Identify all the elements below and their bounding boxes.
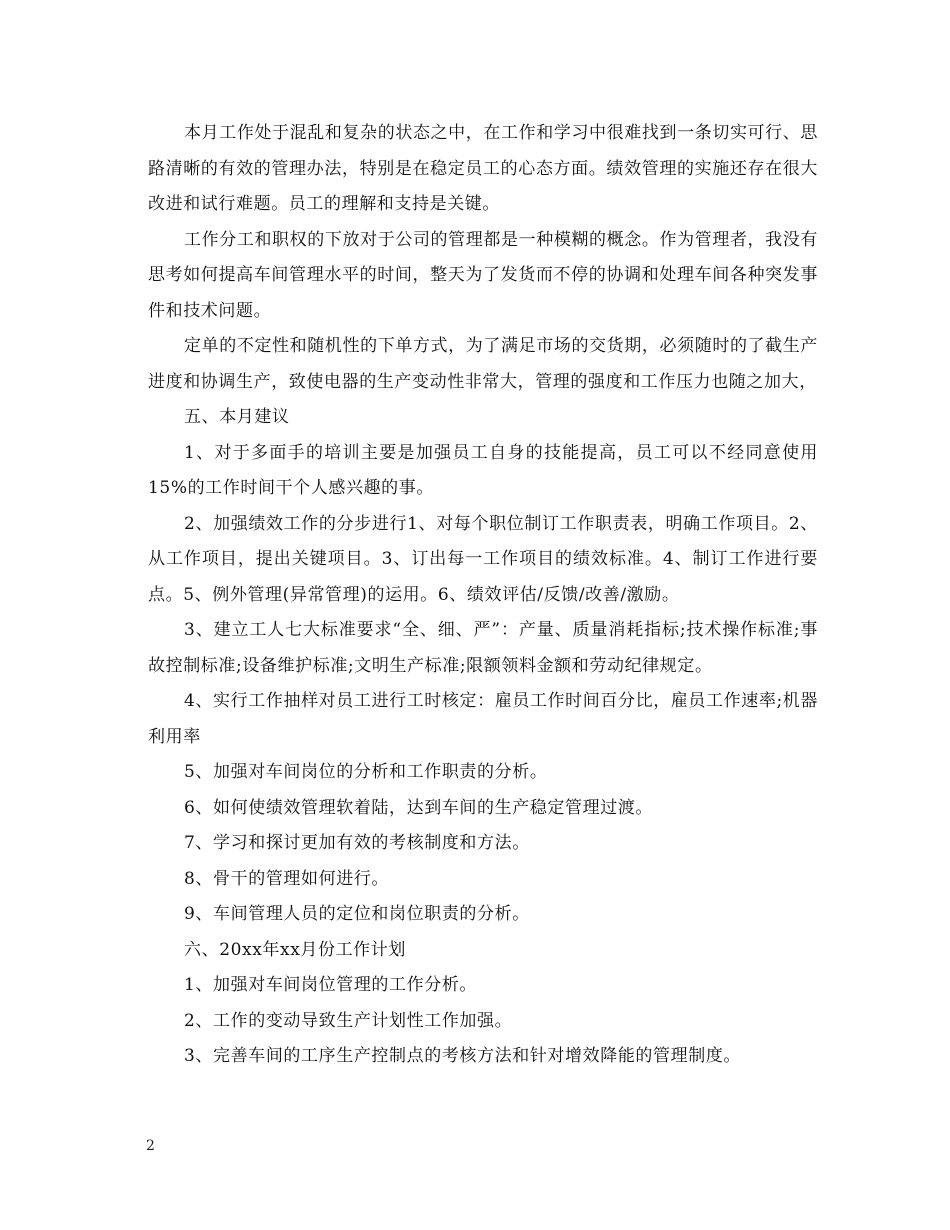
plan-item-3: 3、完善车间的工序生产控制点的考核方法和针对增效降能的管理制度。 [184,1046,742,1066]
plan-item-1: 1、加强对车间岗位管理的工作分析。 [184,975,478,995]
section-heading-plan: 六、20xx年xx月份工作计划 [184,939,406,960]
paragraph-order-uncertainty: 定单的不定性和随机性的下单方式，为了满足市场的交货期，必须随时的了截生产进度和协调生产，致使电器的生产变动性非常大，管理的强度和工作压力也随之加大， [148,336,818,392]
paragraph-work-status: 本月工作处于混乱和复杂的状态之中，在工作和学习中很难找到一条切实可行、思路清晰的有效的管理办法，特别是在稳定员工的心态方面。绩效管理的实施还存在很大改进和试行难题。员工的理解和支持是关键。 [148,123,818,214]
suggestion-item-3: 3、建立工人七大标准要求“全、细、严”：产量、质量消耗指标;技术操作标准;事故控制标准;设备维护标准;文明生产标准;限额领料金额和劳动纪律规定。 [148,620,818,676]
document-body [148,116,818,1075]
suggestion-item-6: 6、如何使绩效管理软着陆，达到车间的生产稳定管理过渡。 [184,797,654,818]
suggestion-item-5: 5、加强对车间岗位的分析和工作职责的分析。 [184,762,548,782]
page-number: 2 [146,1138,155,1154]
suggestion-item-2: 2、加强绩效工作的分步进行1、对每个职位制订工作职责表，明确工作项目。2、从工作项目，提出关键项目。3、订出每一工作项目的绩效标准。4、制订工作进行要点。5、例外管理(异常管理)的运用。6、绩效评估/反馈/改善/激励。 [148,513,818,605]
suggestion-item-9: 9、车间管理人员的定位和岗位职责的分析。 [184,904,530,924]
suggestion-item-4: 4、实行工作抽样对员工进行工时核定：雇员工作时间百分比，雇员工作速率;机器利用率 [148,691,818,747]
paragraph-division-of-labor: 工作分工和职权的下放对于公司的管理都是一种模糊的概念。作为管理者，我没有思考如何提高车间管理水平的时间，整天为了发货而不停的协调和处理车间各种突发事件和技术问题。 [148,229,818,321]
suggestion-item-7: 7、学习和探讨更加有效的考核制度和方法。 [184,833,530,853]
suggestion-item-8: 8、骨干的管理如何进行。 [184,868,390,889]
suggestion-item-1: 1、对于多面手的培训主要是加强员工自身的技能提高，员工可以不经同意使用15%的工作时间干个人感兴趣的事。 [148,442,818,498]
section-heading-suggestions: 五、本月建议 [184,407,290,427]
plan-item-2: 2、工作的变动导致生产计划性工作加强。 [184,1010,513,1031]
